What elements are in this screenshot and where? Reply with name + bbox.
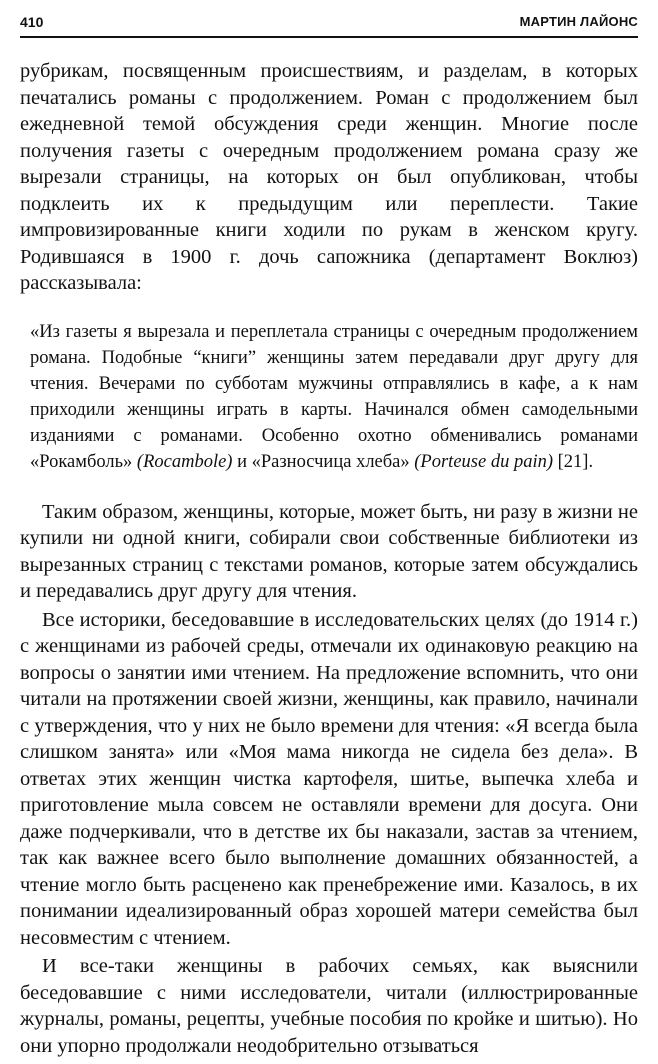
quote-text-3: [21]. (553, 451, 594, 472)
page-body (20, 58, 638, 1059)
paragraph-1: рубрикам, посвященным происшествиям, и разделам, в которых печатались романы с продолжением. Роман с продолжением был ежедневной темой обсуждения среди женщин. Многие после получения газеты с очередным продолжением романа сразу же вырезали страницы, на которых он был опубликован, чтобы подклеить их к предыдущим или переплести. Такие импровизированные книги ходили по рукам в женском кругу. Родившаяся в 1900 г. дочь сапожника (департамент Воклюз) рассказывала: (20, 60, 638, 294)
page-number: 410 (20, 14, 44, 30)
quote-text-2: и «Разносчица хлеба» (232, 451, 415, 472)
paragraph-3: Все историки, беседовавшие в исследовательских целях (до 1914 г.) с женщинами из рабочей среды, отмечали их одинаковую реакцию на вопросы о занятии ими чтением. На предложение вспомнить, что они читали на протяжении своей жизни, женщины, как правило, начинали с утверждения, что у них не было времени для чтения: «Я всегда была слишком занята» или «Моя мама никогда не сидела без дела». В ответах этих женщин чистка картофеля, шитье, выпечка хлеба и приготовление мыла совсем не оставляли времени для досуга. Они даже подчеркивали, что в детстве их бы наказали, застав за чтением, так как важнее всего было выполнение домашних обязанностей, а чтение могло быть расценено как пренебрежение ими. Казалось, в их понимании идеализированный образ хорошей матери семейства был несовместим с чтением. (20, 608, 638, 949)
quote-text-1: «Из газеты я вырезала и переплетала страницы с очередным продолжением романа. Подобные “книги” женщины затем передавали друг другу для чтения. Вечерами по субботам мужчины отправлялись в кафе, а к нам приходили женщины играть в карты. Начинался обмен самодельными изданиями с романами. Особенно охотно обменивались романами «Рокамболь» (30, 321, 638, 472)
paragraph-4: И все-таки женщины в рабочих семьях, как выяснили беседовавшие с ними исследователи, читали (иллюстрированные журналы, романы, рецепты, учебные пособия по кройке и шитью). Но они упорно продолжали неодобрительно отзываться (20, 955, 638, 1057)
running-head: МАРТИН ЛАЙОНС (519, 14, 638, 29)
quote-italic-porteuse: (Porteuse du pain) (414, 451, 553, 472)
block-quote (20, 319, 638, 475)
paragraph-2: Таким образом, женщины, которые, может быть, ни разу в жизни не купили ни одной книги, собирали свои собственные библиотеки из вырезанных страниц с текстами романов, которые затем обсуждались и передавались друг другу для чтения. (20, 500, 638, 602)
page-header (20, 8, 638, 38)
quote-italic-rocambole: (Rocambole) (136, 451, 233, 472)
